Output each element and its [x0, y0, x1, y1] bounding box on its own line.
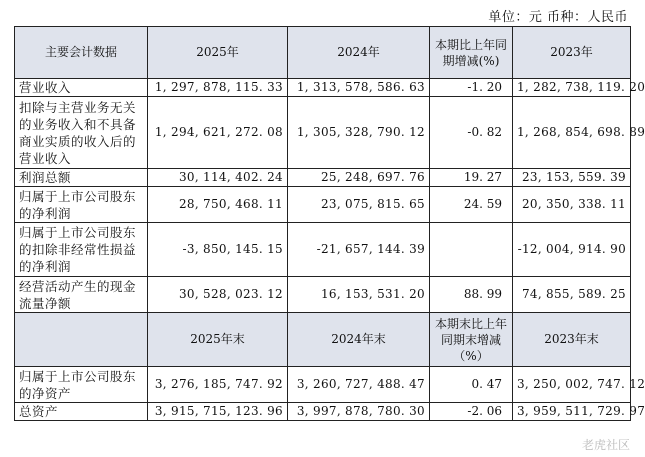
value-change — [430, 223, 513, 277]
row-label: 归属于上市公司股东的扣除非经常性损益的净利润 — [15, 223, 148, 277]
table-row — [15, 367, 631, 403]
value-2024: 3, 260, 727, 488. 47 — [288, 367, 430, 403]
value-change: -0. 82 — [430, 97, 513, 169]
header-2025-end: 2025年末 — [148, 313, 288, 367]
row-label: 归属于上市公司股东的净资产 — [15, 367, 148, 403]
watermark-logo: 老虎社区 — [581, 438, 630, 452]
row-label: 总资产 — [15, 403, 148, 421]
value-2023: 3, 959, 511, 729. 97 — [513, 403, 631, 421]
table-row — [15, 403, 631, 421]
table-row — [15, 223, 631, 277]
header-item-empty — [15, 313, 148, 367]
value-2024: -21, 657, 144. 39 — [288, 223, 430, 277]
value-2023: 74, 855, 589. 25 — [513, 277, 631, 313]
value-2024: 16, 153, 531. 20 — [288, 277, 430, 313]
header-change: 本期比上年同期增减(%) — [430, 27, 513, 79]
value-change: 19. 27 — [430, 169, 513, 187]
header-2023-end: 2023年末 — [513, 313, 631, 367]
value-2025: 28, 750, 468. 11 — [148, 187, 288, 223]
table-row — [15, 187, 631, 223]
row-label: 归属于上市公司股东的净利润 — [15, 187, 148, 223]
value-2024: 3, 997, 878, 780. 30 — [288, 403, 430, 421]
value-2023: 1, 282, 738, 119. 20 — [513, 79, 631, 97]
value-2025: 3, 915, 715, 123. 96 — [148, 403, 288, 421]
value-2023: 1, 268, 854, 698. 89 — [513, 97, 631, 169]
value-2025: 1, 297, 878, 115. 33 — [148, 79, 288, 97]
header-change-end: 本期末比上年同期末增减（%） — [430, 313, 513, 367]
value-2023: 3, 250, 002, 747. 12 — [513, 367, 631, 403]
header-2023: 2023年 — [513, 27, 631, 79]
value-2023: 20, 350, 338. 11 — [513, 187, 631, 223]
value-2024: 1, 313, 578, 586. 63 — [288, 79, 430, 97]
value-change: -1. 20 — [430, 79, 513, 97]
header-2025: 2025年 — [148, 27, 288, 79]
value-2024: 1, 305, 328, 790. 12 — [288, 97, 430, 169]
table-header-row — [15, 27, 631, 79]
table-row — [15, 277, 631, 313]
value-2025: 3, 276, 185, 747. 92 — [148, 367, 288, 403]
value-change: 24. 59 — [430, 187, 513, 223]
row-label: 营业收入 — [15, 79, 148, 97]
value-change: 0. 47 — [430, 367, 513, 403]
value-2023: 23, 153, 559. 39 — [513, 169, 631, 187]
header-2024: 2024年 — [288, 27, 430, 79]
value-change: -2. 06 — [430, 403, 513, 421]
financial-data-table — [14, 26, 645, 421]
unit-currency-line: 单位：元 币种：人民币 — [488, 10, 628, 25]
row-label: 利润总额 — [15, 169, 148, 187]
value-2024: 23, 075, 815. 65 — [288, 187, 430, 223]
value-2023: -12, 004, 914. 90 — [513, 223, 631, 277]
header-item: 主要会计数据 — [15, 27, 148, 79]
row-label: 扣除与主营业务无关的业务收入和不具备商业实质的收入后的营业收入 — [15, 97, 148, 169]
value-2025: -3, 850, 145. 15 — [148, 223, 288, 277]
table-row — [15, 169, 631, 187]
row-label: 经营活动产生的现金流量净额 — [15, 277, 148, 313]
value-2025: 30, 114, 402. 24 — [148, 169, 288, 187]
value-2024: 25, 248, 697. 76 — [288, 169, 430, 187]
table-header-row-period-end — [15, 313, 631, 367]
value-change: 88. 99 — [430, 277, 513, 313]
table-row — [15, 97, 631, 169]
header-2024-end: 2024年末 — [288, 313, 430, 367]
table-row — [15, 79, 631, 97]
value-2025: 30, 528, 023. 12 — [148, 277, 288, 313]
value-2025: 1, 294, 621, 272. 08 — [148, 97, 288, 169]
